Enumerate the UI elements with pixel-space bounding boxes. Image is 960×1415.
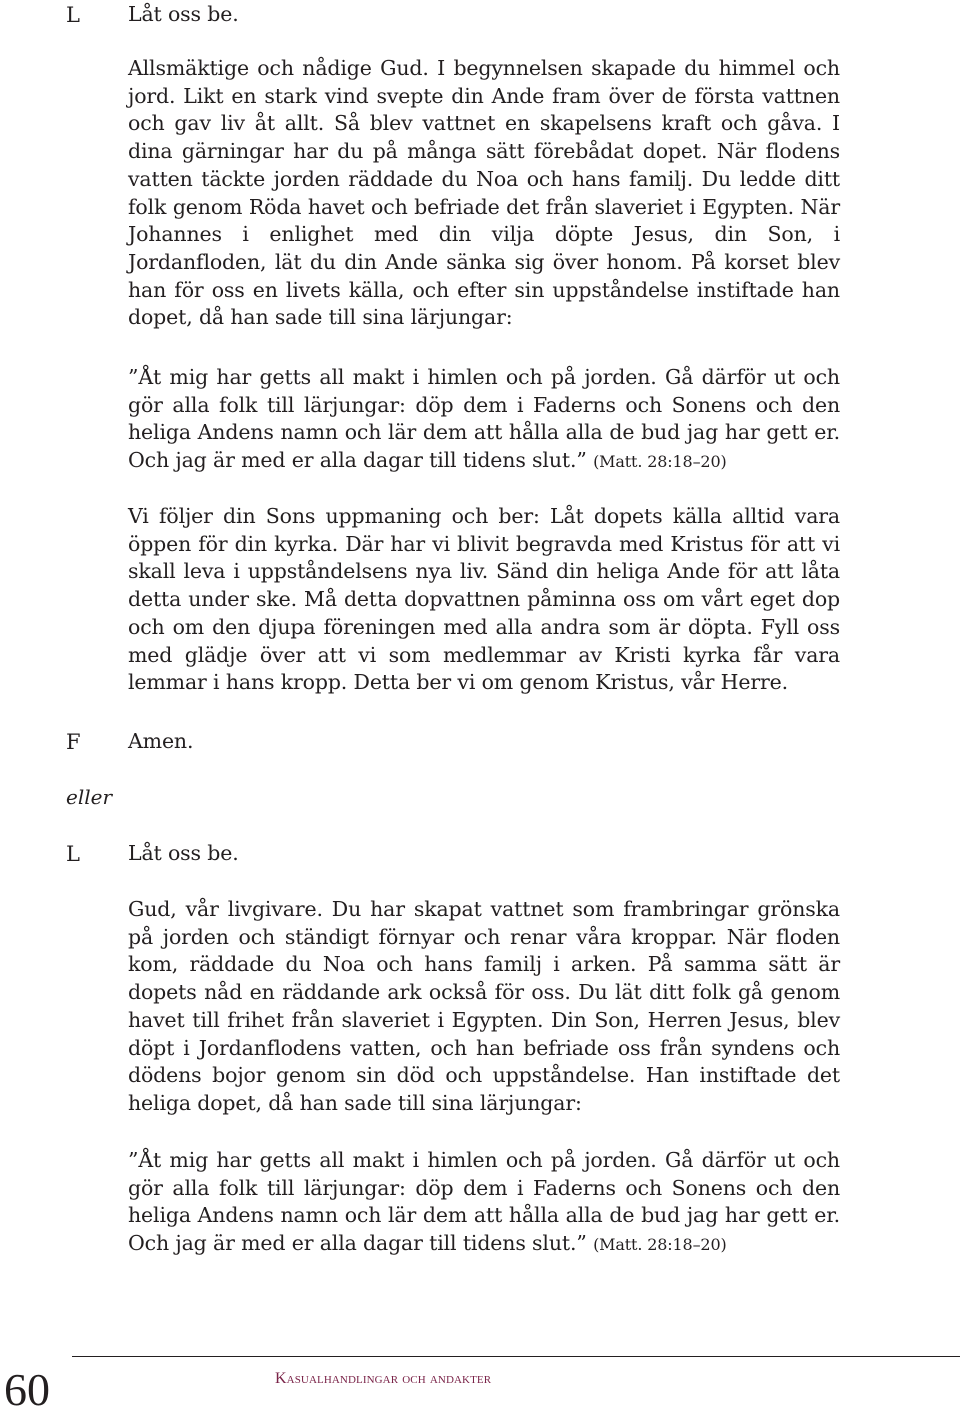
prayer-paragraph: Allsmäktige och nådige Gud. I begynnelsen skapade du himmel och jord. Likt en stark vind svepte din Ande fram över de första vattnen och gav liv åt allt. Så blev vattnet en skapelsens kraft och gåva. I dina gärningar har du på många sätt förebådat dopet. När flodens vatten täckte jorden räddade du Noa och hans familj. Du ledde ditt folk genom Röda havet och befriade det från slaveriet i Egypten. När Johannes i enlighet med din vilja döpte Jesus, din Son, i Jordanfloden, lät du din Ande sänka sig över honom. På korset blev han för oss en livets källa, och efter sin uppståndelse instiftade han dopet, då han sade till sina lärjungar: <box>128 56 840 330</box>
alternative-label: eller <box>66 785 113 809</box>
speaker-marker-congregation: F <box>66 730 81 754</box>
scripture-quote <box>128 364 840 476</box>
scripture-reference: (Matt. 28:18–20) <box>593 1235 727 1255</box>
speaker-marker-leader: L <box>66 3 80 27</box>
amen-response: Amen. <box>128 729 194 753</box>
prayer-intro: Låt oss be. <box>128 841 239 865</box>
scripture-quote <box>128 1147 840 1259</box>
quote-text: ”Åt mig har getts all makt i himlen och på jorden. Gå därför ut och gör alla folk till lärjungar: döp dem i Faderns och Sonens och den heliga Andens namn och lär dem att hålla alla de bud jag har gett er. Och jag är med er alla dagar till tidens slut.” <box>128 1148 840 1256</box>
footer-divider <box>72 1356 960 1357</box>
page-number: 60 <box>4 1364 50 1415</box>
prayer-paragraph: Gud, vår livgivare. Du har skapat vattnet som frambringar grönska på jorden och ständigt förnyar och renar våra kroppar. När floden kom, räddade du Noa och hans familj i arken. På samma sätt är dopets nåd en räddande ark också för oss. Du lät ditt folk gå genom havet till frihet från slaveriet i Egypten. Din Son, Herren Jesus, blev döpt i Jordanflodens vatten, och han befriade oss från syndens och dödens bojor genom sin död och uppståndelse. Han instiftade det heliga dopet, då han sade till sina lärjungar: <box>128 897 840 1115</box>
speaker-marker-leader: L <box>66 842 80 866</box>
prayer-paragraph: Vi följer din Sons uppmaning och ber: Låt dopets källa alltid vara öppen för din kyrka. Där har vi blivit begravda med Kristus för att vi skall leva i uppståndelsens nya liv. Sänd din heliga Ande för att låta detta under ske. Må detta dopvattnen påminna oss om vårt eget dop och om den djupa föreningen med alla andra som är döpta. Fyll oss med glädje över att vi som medlemmar av Kristi kyrka får vara lemmar i hans kropp. Detta ber vi om genom Kristus, vår Herre. <box>128 504 840 695</box>
prayer-intro: Låt oss be. <box>128 2 239 26</box>
running-title: Kasualhandlingar och andakter <box>275 1370 492 1387</box>
quote-text: ”Åt mig har getts all makt i himlen och på jorden. Gå därför ut och gör alla folk till lärjungar: döp dem i Faderns och Sonens och den heliga Andens namn och lär dem att hålla alla de bud jag har gett er. Och jag är med er alla dagar till tidens slut.” <box>128 365 840 473</box>
scripture-reference: (Matt. 28:18–20) <box>593 452 727 472</box>
